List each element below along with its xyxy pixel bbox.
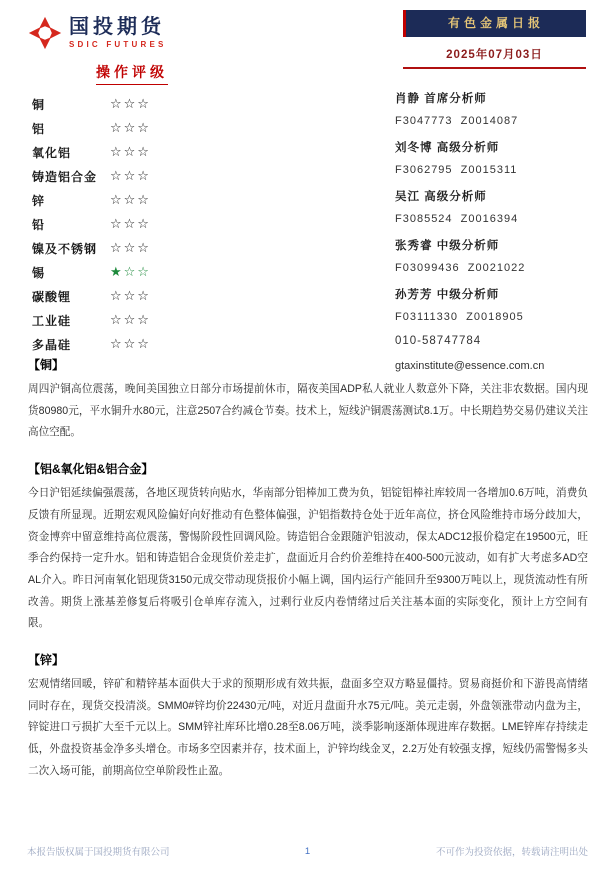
analyst-entry <box>395 286 603 323</box>
rating-row <box>32 332 342 356</box>
rating-row <box>32 284 342 308</box>
rating-metal-name: 锌 <box>32 193 46 208</box>
rating-row <box>32 188 342 212</box>
rating-metal-name: 铜 <box>32 97 46 112</box>
analyst-codes: F03099436 Z0021022 <box>395 262 526 274</box>
rating-stars: ☆☆☆ <box>110 336 151 351</box>
contact-email[interactable]: gtaxinstitute@essence.com.cn <box>395 360 545 372</box>
sdic-logo-icon <box>28 16 62 50</box>
analyst-codes: F3085524 Z0016394 <box>395 213 519 225</box>
brand-name-en: SDIC FUTURES <box>69 40 167 49</box>
brand-logo <box>28 16 167 50</box>
page-number: 1 <box>304 845 311 857</box>
rating-row <box>32 236 342 260</box>
section-heading: 【锌】 <box>28 653 65 668</box>
rating-stars: ☆☆☆ <box>110 312 151 327</box>
report-section <box>28 651 588 783</box>
rating-metal-name: 碳酸锂 <box>32 289 72 304</box>
footer-copyright: 本报告版权属于国投期货有限公司 <box>27 847 170 858</box>
section-paragraph: 宏观情绪回暖，锌矿和精锌基本面供大于求的预期形成有效共振，盘面多空双方略显僵持。贸易商挺价和下游畏高情绪同时存在，现货交投清淡。SMM0#锌均价22430元/吨，对近月盘面升水75元/吨。美元走弱，外盘领涨带动内盘为主，锌锭进口亏损扩大至千元以上。SMM锌社库环比增0.28至8.06万吨，淡季影响逐渐体现进库存数据。LME锌库存持续走低，外盘投资基金净多头增仓。市场多空因素并存，技术面上，沪锌均线金叉，2.2万处有较强支撑，短线仍需警惕多头二次入场可能，前期高位空单阶段性止盈。 <box>28 678 588 777</box>
report-title: 有色金属日报 <box>403 10 586 37</box>
rating-row <box>32 92 342 116</box>
rating-metal-name: 铅 <box>32 217 46 232</box>
rating-stars: ☆☆☆ <box>110 240 151 255</box>
rating-metal-name: 锡 <box>32 265 46 280</box>
rating-metal-name: 铝 <box>32 121 46 136</box>
rating-stars: ★☆☆ <box>110 264 151 279</box>
brand-text <box>69 17 167 49</box>
rating-metal-name: 铸造铝合金 <box>32 169 98 184</box>
analyst-codes: F03111330 Z0018905 <box>395 311 524 323</box>
analyst-name: 孙芳芳 中级分析师 <box>395 289 500 301</box>
rating-stars: ☆☆☆ <box>110 168 151 183</box>
footer-disclaimer: 不可作为投资依据，转载请注明出处 <box>436 847 589 858</box>
report-title-box <box>403 10 586 69</box>
analyst-codes: F3062795 Z0015311 <box>395 164 518 176</box>
analyst-list <box>395 90 603 323</box>
rating-metal-name: 工业硅 <box>32 313 72 328</box>
report-date: 2025年07月03日 <box>446 49 543 61</box>
report-section <box>28 356 588 444</box>
analyst-name: 张秀睿 中级分析师 <box>395 240 500 252</box>
ratings-title: 操作评级 <box>96 62 168 85</box>
date-underline-rule <box>403 67 586 69</box>
rating-row <box>32 308 342 332</box>
analyst-panel <box>395 90 603 372</box>
section-heading: 【铝&氧化铝&铝合金】 <box>28 462 154 477</box>
analyst-codes: F3047773 Z0014087 <box>395 115 519 127</box>
rating-row <box>32 116 342 140</box>
rating-stars: ☆☆☆ <box>110 120 151 135</box>
rating-row <box>32 212 342 236</box>
analyst-entry <box>395 237 603 274</box>
rating-stars: ☆☆☆ <box>110 192 151 207</box>
analyst-name: 吴江 高级分析师 <box>395 191 487 203</box>
section-paragraph: 周四沪铜高位震荡，晚间美国独立日部分市场提前休市，隔夜美国ADP私人就业人数意外下降，关注非农数据。国内现货80980元，平水铜升水80元，注意2507合约减仓节奏。技术上，短线沪铜震荡测试8.1万。中长期趋势交易仍建议关注高位空配。 <box>28 383 588 439</box>
rating-metal-name: 镍及不锈钢 <box>32 241 98 256</box>
rating-stars: ☆☆☆ <box>110 216 151 231</box>
rating-row <box>32 260 342 284</box>
brand-name-cn: 国投期货 <box>69 16 165 38</box>
rating-stars: ☆☆☆ <box>110 96 151 111</box>
analyst-name: 肖静 首席分析师 <box>395 93 487 105</box>
rating-row <box>32 164 342 188</box>
section-heading: 【铜】 <box>28 358 65 372</box>
rating-stars: ☆☆☆ <box>110 144 151 159</box>
analyst-entry <box>395 139 603 176</box>
report-body <box>28 356 588 783</box>
ratings-list <box>32 92 342 356</box>
contact-phone: 010-58747784 <box>395 335 482 347</box>
rating-row <box>32 140 342 164</box>
page-footer <box>0 844 615 858</box>
rating-metal-name: 氧化铝 <box>32 145 72 160</box>
analyst-entry <box>395 90 603 127</box>
section-paragraph: 今日沪铝延续偏强震荡，各地区现货转向贴水，华南部分铝棒加工费为负，铝锭铝棒社库较周一各增加0.6万吨，消费负反馈有所显现。近期宏观风险偏好向好推动有色整体偏强，沪铝指数持仓处于近年高位，挤仓风险维持市场分歧加大，资金博弈中留意维持高位震荡，警惕阶段性回调风险。铸造铝合金跟随沪铝波动，保太ADC12报价稳定在19500元，旺季合约保持一定升水。铝和铸造铝合金现货价差走扩，盘面近月合约价差维持在400-500元波动，如有扩大考虑多AD空AL介入。昨日河南氧化铝现货3150元成交带动现货报价小幅上调，国内运行产能回升至9300万吨以上，现货流动性有所改善。期货上涨基差修复后将吸引仓单库存流入，过剩行业反内卷情绪过后关注基本面的实际变化，预计上方空间有限。 <box>28 487 588 630</box>
analyst-name: 刘冬博 高级分析师 <box>395 142 500 154</box>
rating-stars: ☆☆☆ <box>110 288 151 303</box>
rating-metal-name: 多晶硅 <box>32 337 72 352</box>
report-section <box>28 460 588 635</box>
analyst-entry <box>395 188 603 225</box>
